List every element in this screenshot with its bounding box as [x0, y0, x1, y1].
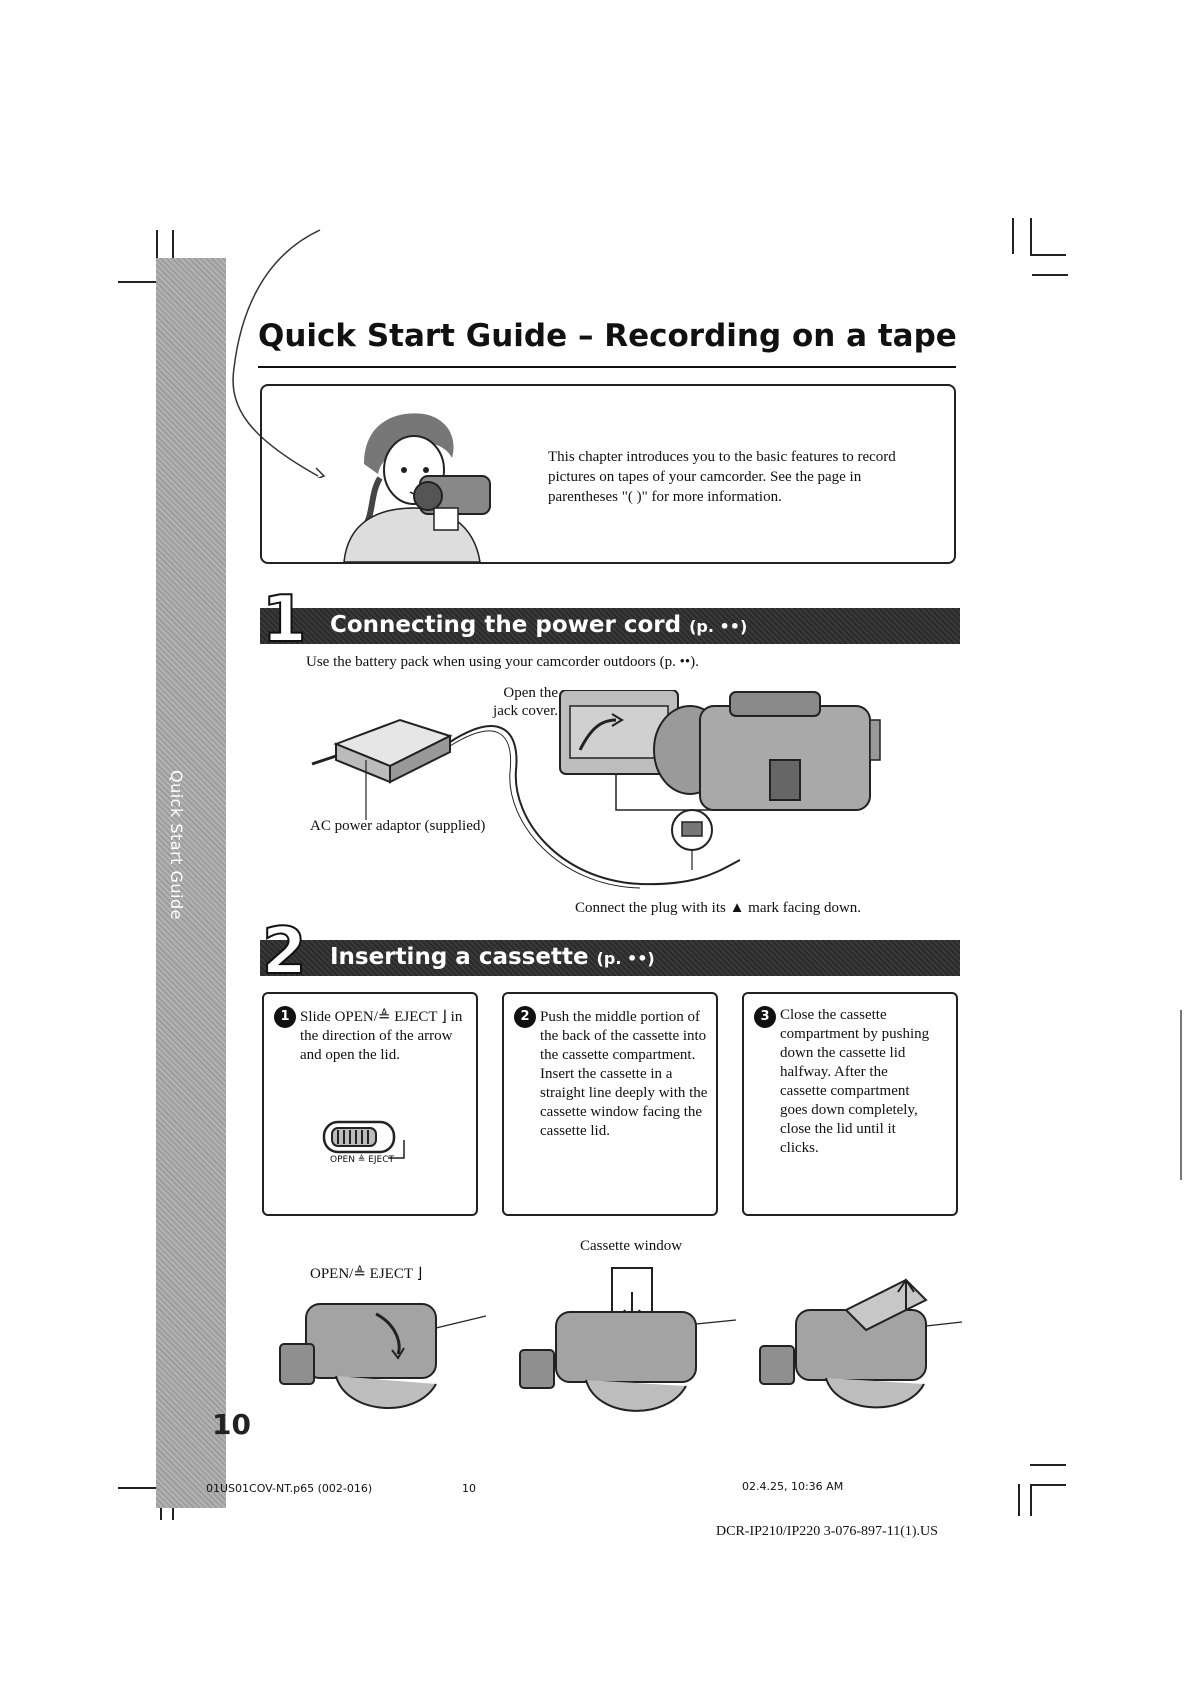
- ac-adaptor-icon: [312, 720, 450, 782]
- side-tab-label: Quick Start Guide: [167, 770, 186, 920]
- crop-mark: [1030, 218, 1032, 254]
- step-text: Push the middle portion of the back of the cassette into the cassette compartment. Insert the cassette in a straight line deeply with the cassette window facing the cassette lid.: [540, 1009, 708, 1139]
- edge-mark: [1180, 1010, 1182, 1180]
- callout-cassette-window: Cassette window: [580, 1238, 683, 1254]
- switch-label: OPEN ≜ EJECT: [330, 1155, 395, 1165]
- title-rule: [258, 366, 956, 368]
- step-number: 1: [274, 1006, 296, 1028]
- camcorder-insert-cassette-illustration: [516, 1262, 736, 1422]
- page-reference: (p. ••): [689, 617, 748, 636]
- footer-model: DCR-IP210/IP220 3-076-897-11(1).US: [716, 1524, 938, 1539]
- power-connection-diagram: [300, 690, 940, 920]
- crop-mark: [1032, 274, 1068, 276]
- section-header-inserting-cassette: [260, 940, 960, 976]
- camcorder-close-lid-illustration: [756, 1270, 966, 1420]
- callout-ac-adaptor: AC power adaptor (supplied): [310, 818, 486, 834]
- footer-page: 10: [462, 1482, 476, 1495]
- camcorder-open-lid-illustration: [276, 1284, 486, 1424]
- step-text: Close the cassette compartment by pushing down the cassette lid halfway. After the cassette compartment goes down completely, close the lid until it clicks.: [780, 1007, 930, 1156]
- woman-with-camcorder-illustration: [334, 404, 514, 562]
- page-title: Quick Start Guide – Recording on a tape: [258, 318, 957, 354]
- page-number: 10: [212, 1408, 251, 1441]
- page-reference: (p. ••): [596, 949, 655, 968]
- footer-file: 01US01COV-NT.p65 (002-016): [206, 1482, 373, 1495]
- section-number: 2: [262, 915, 307, 989]
- callout-jack-cover: Open the jack cover.: [493, 685, 558, 719]
- section-title: Inserting a cassette: [330, 944, 597, 970]
- battery-note: Use the battery pack when using your camcorder outdoors (p. ••).: [306, 654, 699, 670]
- callout-plug: Connect the plug with its ▲ mark facing down.: [575, 900, 862, 916]
- section-title: Connecting the power cord: [330, 612, 690, 638]
- step-text: Slide OPEN/≜ EJECT ⌋ in the direction of the arrow and open the lid.: [300, 1009, 463, 1063]
- callout-eject: OPEN/≜ EJECT ⌋: [310, 1266, 423, 1282]
- intro-text: This chapter introduces you to the basic features to record pictures on tapes of your camcorder. See the page in parentheses "( )" for more information.: [548, 449, 896, 505]
- section-number: 1: [262, 583, 307, 657]
- section-header-connecting-power: [260, 608, 960, 644]
- crop-mark: [1030, 1484, 1066, 1486]
- crop-mark: [1018, 1484, 1020, 1516]
- crop-mark: [1030, 1484, 1032, 1516]
- crop-mark: [1030, 1464, 1066, 1466]
- camcorder-icon: [654, 692, 880, 810]
- crop-mark: [1030, 254, 1066, 256]
- footer-timestamp: 02.4.25, 10:36 AM: [742, 1480, 844, 1493]
- crop-mark: [1012, 218, 1014, 254]
- step-number: 3: [754, 1006, 776, 1028]
- step-number: 2: [514, 1006, 536, 1028]
